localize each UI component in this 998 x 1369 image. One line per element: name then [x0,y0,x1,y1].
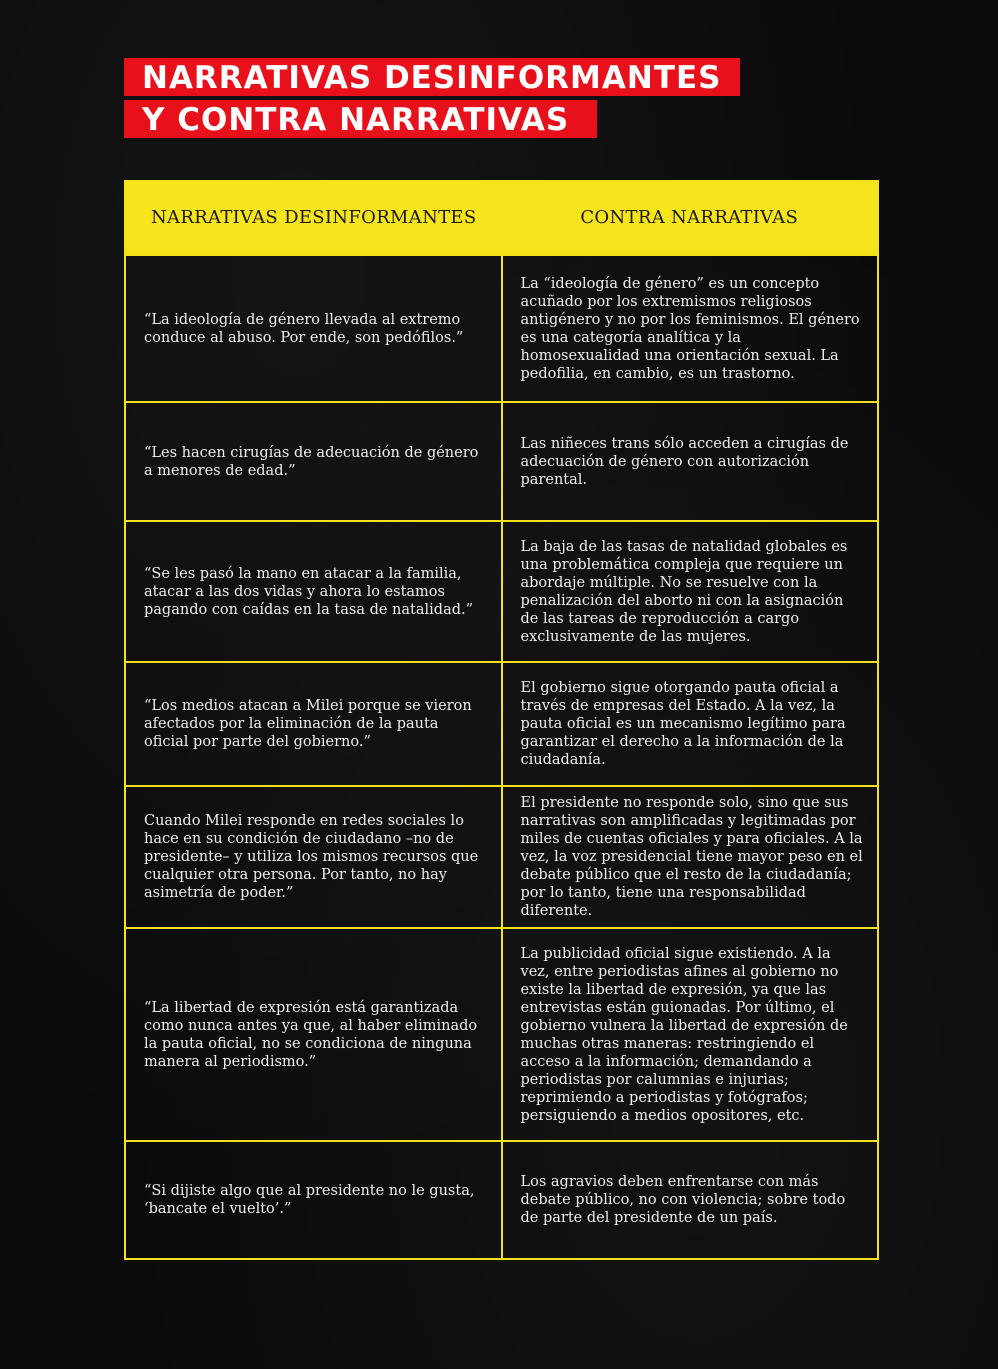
table-row [126,661,877,785]
narratives-table [124,180,879,1260]
table-row [126,254,877,401]
narrative-cell: Cuando Milei responde en redes sociales lo hace en su condición de ciudadano –no de presidente– y utiliza los mismos recursos que cualquier otra persona. Por tanto, no hay asimetría de poder.” [126,787,503,927]
header-contra-narrativas: CONTRA NARRATIVAS [580,206,799,228]
title-line-2: Y CONTRA NARRATIVAS [124,100,597,138]
counter-narrative-cell: El gobierno sigue otorgando pauta oficial a través de empresas del Estado. A la vez, la pauta oficial es un mecanismo legítimo para garantizar el derecho a la información de la ciudadanía. [520,680,846,768]
header-narrativas-desinformantes: NARRATIVAS DESINFORMANTES [150,206,477,228]
counter-narrative-cell: La publicidad oficial sigue existiendo. A la vez, entre periodistas afines al gobierno no existe la libertad de expresión, ya que las entrevistas están guionadas. Por último, el gobierno vulnera la libertad de expresión de muchas otras maneras: restringiendo el acceso a la información; demandando a periodistas por calumnias e injurias; reprimiendo a periodistas y fotógrafos; persiguiendo a medios opositores, etc. [520,945,848,1124]
narrative-cell: “Los medios atacan a Milei porque se vieron afectados por la eliminación de la pauta oficial por parte del gobierno.” [126,663,503,785]
counter-narrative-cell: Los agravios deben enfrentarse con más debate público, no con violencia; sobre todo de parte del presidente de un país. [520,1174,846,1226]
counter-narrative-cell: La “ideología de género” es un concepto acuñado por los extremismos religiosos antigénero y no por los feminismos. El género es una categoría analítica y la homosexualidad una orientación sexual. La pedofilia, en cambio, es un trastorno. [520,275,860,382]
table-row [126,401,877,520]
table-row [126,927,877,1140]
title-line-1: NARRATIVAS DESINFORMANTES [124,58,740,96]
narrative-cell: “Les hacen cirugías de adecuación de género a menores de edad.” [126,403,503,520]
narrative-cell: “La ideología de género llevada al extremo conduce al abuso. Por ende, son pedófilos.” [126,256,503,401]
narrative-cell: “La libertad de expresión está garantizada como nunca antes ya que, al haber eliminado la pauta oficial, no se condiciona de ninguna manera al periodismo.” [126,929,503,1140]
counter-narrative-cell: Las niñeces trans sólo acceden a cirugías de adecuación de género con autorización parental. [520,435,849,488]
narrative-cell: “Si dijiste algo que al presidente no le gusta, ‘bancate el vuelto’.” [126,1142,503,1258]
table-header [126,182,877,254]
table-row [126,1140,877,1258]
counter-narrative-cell: La baja de las tasas de natalidad globales es una problemática compleja que requiere un abordaje múltiple. No se resuelve con la penalización del aborto ni con la asignación de las tareas de reproducción a cargo exclusivamente de las mujeres. [520,538,848,645]
narrative-cell: “Se les pasó la mano en atacar a la familia, atacar a las dos vidas y ahora lo estamos pagando con caídas en la tasa de natalidad.” [126,522,503,661]
counter-narrative-cell: El presidente no responde solo, sino que sus narrativas son amplificadas y legitimadas por miles de cuentas oficiales y para oficiales. A la vez, la voz presidencial tiene mayor peso en el debate público que el resto de la ciudadanía; por lo tanto, tiene una responsabilidad diferente. [520,795,863,919]
page-title [124,58,740,138]
table-row [126,785,877,927]
table-row [126,520,877,661]
